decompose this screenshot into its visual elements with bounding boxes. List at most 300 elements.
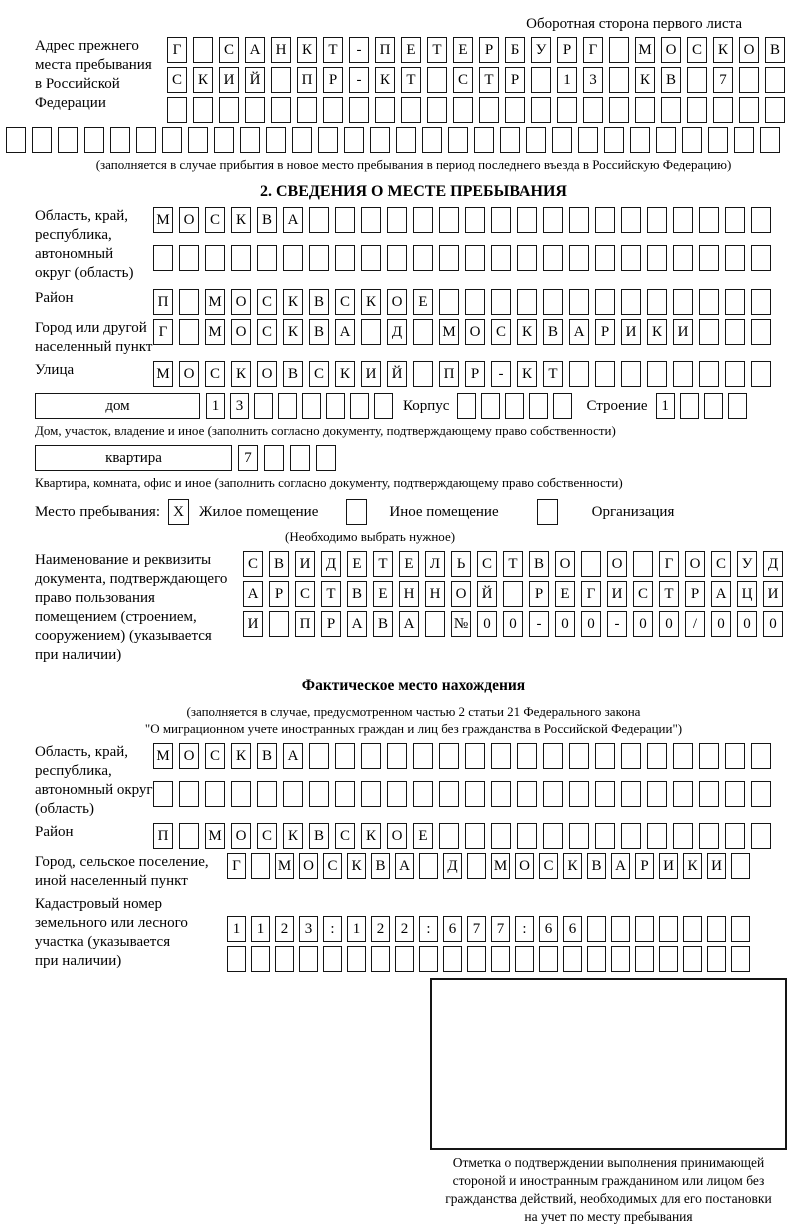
char-cell[interactable]: С [257, 823, 277, 849]
char-cell[interactable] [271, 97, 291, 123]
char-cell[interactable] [335, 781, 355, 807]
char-cell[interactable] [290, 445, 310, 471]
char-cell[interactable]: : [515, 916, 534, 942]
char-cell[interactable]: П [297, 67, 317, 93]
char-cell[interactable]: В [309, 289, 329, 315]
char-cell[interactable] [673, 289, 693, 315]
char-cell[interactable]: К [297, 37, 317, 63]
char-cell[interactable] [465, 245, 485, 271]
char-cell[interactable] [683, 916, 702, 942]
char-cell[interactable]: И [361, 361, 381, 387]
char-cell[interactable]: 2 [371, 916, 390, 942]
char-cell[interactable] [621, 743, 641, 769]
char-cell[interactable]: С [205, 743, 225, 769]
char-cell[interactable] [427, 97, 447, 123]
char-cell[interactable] [439, 289, 459, 315]
char-cell[interactable]: А [399, 611, 419, 637]
char-cell[interactable]: Н [271, 37, 291, 63]
char-cell[interactable]: М [153, 743, 173, 769]
char-cell[interactable]: В [257, 207, 277, 233]
char-cell[interactable] [739, 67, 759, 93]
char-cell[interactable]: О [739, 37, 759, 63]
char-cell[interactable]: В [371, 853, 390, 879]
char-cell[interactable]: К [231, 207, 251, 233]
char-cell[interactable] [595, 289, 615, 315]
char-cell[interactable] [375, 97, 395, 123]
char-cell[interactable]: : [323, 916, 342, 942]
char-cell[interactable]: О [231, 289, 251, 315]
char-cell[interactable]: 6 [539, 916, 558, 942]
char-cell[interactable]: Р [321, 611, 341, 637]
char-cell[interactable]: С [539, 853, 558, 879]
char-cell[interactable]: О [299, 853, 318, 879]
char-cell[interactable]: С [477, 551, 497, 577]
char-cell[interactable]: 0 [477, 611, 497, 637]
char-cell[interactable]: Е [347, 551, 367, 577]
char-cell[interactable] [543, 823, 563, 849]
char-cell[interactable] [205, 245, 225, 271]
char-cell[interactable] [179, 823, 199, 849]
char-cell[interactable]: Т [321, 581, 341, 607]
char-cell[interactable]: Е [401, 37, 421, 63]
char-cell[interactable]: 1 [557, 67, 577, 93]
char-cell[interactable] [275, 946, 294, 972]
checkbox-inoe[interactable] [346, 499, 367, 525]
char-cell[interactable] [517, 823, 537, 849]
char-cell[interactable] [725, 361, 745, 387]
char-cell[interactable] [387, 781, 407, 807]
char-cell[interactable] [673, 823, 693, 849]
char-cell[interactable] [751, 743, 771, 769]
char-cell[interactable]: Г [167, 37, 187, 63]
char-cell[interactable] [609, 67, 629, 93]
char-cell[interactable] [529, 393, 548, 419]
char-cell[interactable] [569, 361, 589, 387]
char-cell[interactable]: О [685, 551, 705, 577]
char-cell[interactable]: - [491, 361, 511, 387]
char-cell[interactable] [543, 207, 563, 233]
char-cell[interactable]: К [283, 823, 303, 849]
char-cell[interactable]: К [517, 319, 537, 345]
char-cell[interactable]: 3 [299, 916, 318, 942]
char-cell[interactable]: С [323, 853, 342, 879]
char-cell[interactable]: У [737, 551, 757, 577]
char-cell[interactable] [682, 127, 702, 153]
char-cell[interactable] [465, 823, 485, 849]
char-cell[interactable] [725, 743, 745, 769]
char-cell[interactable]: 7 [491, 916, 510, 942]
char-cell[interactable] [427, 67, 447, 93]
char-cell[interactable] [587, 916, 606, 942]
char-cell[interactable] [299, 946, 318, 972]
char-cell[interactable] [395, 946, 414, 972]
char-cell[interactable]: Т [503, 551, 523, 577]
char-cell[interactable]: Т [373, 551, 393, 577]
char-cell[interactable]: И [219, 67, 239, 93]
char-cell[interactable] [569, 289, 589, 315]
char-cell[interactable]: О [661, 37, 681, 63]
char-cell[interactable]: У [531, 37, 551, 63]
char-cell[interactable] [387, 245, 407, 271]
char-cell[interactable] [439, 245, 459, 271]
char-cell[interactable]: Е [399, 551, 419, 577]
char-cell[interactable] [765, 67, 785, 93]
char-cell[interactable] [251, 853, 270, 879]
char-cell[interactable]: К [361, 823, 381, 849]
char-cell[interactable]: Б [505, 37, 525, 63]
char-cell[interactable] [543, 743, 563, 769]
char-cell[interactable]: И [673, 319, 693, 345]
char-cell[interactable]: Е [555, 581, 575, 607]
char-cell[interactable] [699, 289, 719, 315]
char-cell[interactable]: К [231, 743, 251, 769]
char-cell[interactable]: Л [425, 551, 445, 577]
char-cell[interactable] [725, 289, 745, 315]
char-cell[interactable] [739, 97, 759, 123]
char-cell[interactable]: Й [387, 361, 407, 387]
char-cell[interactable] [465, 207, 485, 233]
char-cell[interactable] [419, 853, 438, 879]
char-cell[interactable]: В [347, 581, 367, 607]
char-cell[interactable] [609, 97, 629, 123]
char-cell[interactable] [503, 581, 523, 607]
char-cell[interactable] [635, 916, 654, 942]
char-cell[interactable] [557, 97, 577, 123]
char-cell[interactable]: А [569, 319, 589, 345]
char-cell[interactable] [214, 127, 234, 153]
char-cell[interactable] [647, 743, 667, 769]
char-cell[interactable] [439, 743, 459, 769]
char-cell[interactable] [734, 127, 754, 153]
checkbox-zhiloe[interactable]: X [168, 499, 189, 525]
char-cell[interactable]: 1 [251, 916, 270, 942]
char-cell[interactable]: В [529, 551, 549, 577]
char-cell[interactable] [553, 393, 572, 419]
char-cell[interactable] [370, 127, 390, 153]
char-cell[interactable]: М [153, 207, 173, 233]
char-cell[interactable]: 1 [347, 916, 366, 942]
char-cell[interactable] [543, 781, 563, 807]
char-cell[interactable]: Р [269, 581, 289, 607]
char-cell[interactable] [448, 127, 468, 153]
char-cell[interactable]: 2 [275, 916, 294, 942]
char-cell[interactable]: Р [529, 581, 549, 607]
char-cell[interactable]: 6 [563, 916, 582, 942]
char-cell[interactable] [633, 551, 653, 577]
char-cell[interactable] [505, 393, 524, 419]
char-cell[interactable] [413, 781, 433, 807]
char-cell[interactable]: С [335, 823, 355, 849]
char-cell[interactable] [699, 823, 719, 849]
char-cell[interactable] [621, 245, 641, 271]
char-cell[interactable] [611, 946, 630, 972]
char-cell[interactable]: 1 [656, 393, 675, 419]
char-cell[interactable]: П [295, 611, 315, 637]
char-cell[interactable] [543, 289, 563, 315]
char-cell[interactable]: К [193, 67, 213, 93]
char-cell[interactable] [350, 393, 369, 419]
char-cell[interactable] [269, 611, 289, 637]
char-cell[interactable]: А [243, 581, 263, 607]
char-cell[interactable] [621, 361, 641, 387]
char-cell[interactable] [361, 319, 381, 345]
char-cell[interactable]: А [283, 743, 303, 769]
char-cell[interactable]: М [153, 361, 173, 387]
char-cell[interactable] [604, 127, 624, 153]
char-cell[interactable] [240, 127, 260, 153]
char-cell[interactable] [465, 781, 485, 807]
char-cell[interactable] [309, 743, 329, 769]
char-cell[interactable]: Т [659, 581, 679, 607]
char-cell[interactable]: В [543, 319, 563, 345]
house-type-box[interactable]: дом [35, 393, 200, 419]
char-cell[interactable] [193, 97, 213, 123]
char-cell[interactable] [673, 743, 693, 769]
char-cell[interactable] [731, 946, 750, 972]
char-cell[interactable] [517, 743, 537, 769]
char-cell[interactable]: - [349, 67, 369, 93]
char-cell[interactable] [361, 781, 381, 807]
char-cell[interactable] [439, 207, 459, 233]
char-cell[interactable] [725, 319, 745, 345]
char-cell[interactable] [713, 97, 733, 123]
char-cell[interactable] [708, 127, 728, 153]
char-cell[interactable] [309, 781, 329, 807]
char-cell[interactable] [283, 781, 303, 807]
char-cell[interactable] [387, 743, 407, 769]
char-cell[interactable]: Й [245, 67, 265, 93]
char-cell[interactable] [699, 319, 719, 345]
char-cell[interactable]: А [395, 853, 414, 879]
char-cell[interactable] [153, 245, 173, 271]
char-cell[interactable]: И [707, 853, 726, 879]
char-cell[interactable]: 3 [583, 67, 603, 93]
char-cell[interactable] [630, 127, 650, 153]
char-cell[interactable]: И [607, 581, 627, 607]
char-cell[interactable]: - [607, 611, 627, 637]
char-cell[interactable]: К [563, 853, 582, 879]
char-cell[interactable] [656, 127, 676, 153]
char-cell[interactable]: Р [465, 361, 485, 387]
char-cell[interactable] [227, 946, 246, 972]
char-cell[interactable]: П [375, 37, 395, 63]
char-cell[interactable] [765, 97, 785, 123]
char-cell[interactable]: О [555, 551, 575, 577]
char-cell[interactable] [302, 393, 321, 419]
char-cell[interactable]: В [661, 67, 681, 93]
char-cell[interactable] [595, 823, 615, 849]
char-cell[interactable]: 0 [763, 611, 783, 637]
char-cell[interactable]: С [219, 37, 239, 63]
char-cell[interactable] [467, 853, 486, 879]
char-cell[interactable]: Р [479, 37, 499, 63]
char-cell[interactable] [491, 946, 510, 972]
char-cell[interactable] [687, 67, 707, 93]
char-cell[interactable] [707, 916, 726, 942]
char-cell[interactable]: И [243, 611, 263, 637]
char-cell[interactable] [297, 97, 317, 123]
char-cell[interactable] [162, 127, 182, 153]
char-cell[interactable]: Г [227, 853, 246, 879]
char-cell[interactable]: С [309, 361, 329, 387]
char-cell[interactable] [699, 781, 719, 807]
char-cell[interactable]: С [243, 551, 263, 577]
char-cell[interactable]: Е [413, 289, 433, 315]
char-cell[interactable]: В [269, 551, 289, 577]
char-cell[interactable] [699, 361, 719, 387]
char-cell[interactable]: В [587, 853, 606, 879]
char-cell[interactable] [647, 245, 667, 271]
char-cell[interactable] [422, 127, 442, 153]
char-cell[interactable] [595, 245, 615, 271]
char-cell[interactable] [647, 289, 667, 315]
char-cell[interactable] [635, 946, 654, 972]
char-cell[interactable] [517, 207, 537, 233]
char-cell[interactable] [731, 916, 750, 942]
char-cell[interactable] [725, 823, 745, 849]
char-cell[interactable]: В [373, 611, 393, 637]
char-cell[interactable] [32, 127, 52, 153]
char-cell[interactable]: А [335, 319, 355, 345]
char-cell[interactable] [349, 97, 369, 123]
char-cell[interactable]: Р [323, 67, 343, 93]
char-cell[interactable]: С [205, 361, 225, 387]
char-cell[interactable]: О [179, 207, 199, 233]
char-cell[interactable]: 7 [238, 445, 258, 471]
char-cell[interactable] [659, 946, 678, 972]
char-cell[interactable] [595, 781, 615, 807]
char-cell[interactable]: С [453, 67, 473, 93]
char-cell[interactable]: С [205, 207, 225, 233]
char-cell[interactable]: П [153, 289, 173, 315]
char-cell[interactable] [205, 781, 225, 807]
char-cell[interactable]: Т [427, 37, 447, 63]
char-cell[interactable]: В [283, 361, 303, 387]
char-cell[interactable] [374, 393, 393, 419]
char-cell[interactable] [491, 207, 511, 233]
char-cell[interactable] [335, 245, 355, 271]
char-cell[interactable] [479, 97, 499, 123]
char-cell[interactable] [153, 781, 173, 807]
char-cell[interactable] [751, 245, 771, 271]
char-cell[interactable] [751, 207, 771, 233]
char-cell[interactable] [6, 127, 26, 153]
char-cell[interactable] [491, 781, 511, 807]
char-cell[interactable] [278, 393, 297, 419]
char-cell[interactable] [491, 289, 511, 315]
char-cell[interactable] [704, 393, 723, 419]
char-cell[interactable]: К [647, 319, 667, 345]
char-cell[interactable] [465, 289, 485, 315]
char-cell[interactable] [699, 207, 719, 233]
char-cell[interactable]: О [231, 823, 251, 849]
char-cell[interactable] [687, 97, 707, 123]
char-cell[interactable]: Г [583, 37, 603, 63]
char-cell[interactable] [661, 97, 681, 123]
char-cell[interactable] [673, 207, 693, 233]
char-cell[interactable]: № [451, 611, 471, 637]
char-cell[interactable] [257, 245, 277, 271]
char-cell[interactable] [58, 127, 78, 153]
char-cell[interactable] [500, 127, 520, 153]
char-cell[interactable]: О [465, 319, 485, 345]
char-cell[interactable] [673, 781, 693, 807]
char-cell[interactable] [526, 127, 546, 153]
char-cell[interactable] [491, 245, 511, 271]
char-cell[interactable] [581, 551, 601, 577]
char-cell[interactable] [611, 916, 630, 942]
apartment-type-box[interactable]: квартира [35, 445, 232, 471]
char-cell[interactable] [271, 67, 291, 93]
char-cell[interactable]: О [179, 743, 199, 769]
char-cell[interactable]: М [205, 289, 225, 315]
char-cell[interactable] [231, 781, 251, 807]
char-cell[interactable]: С [257, 289, 277, 315]
char-cell[interactable]: Е [453, 37, 473, 63]
char-cell[interactable] [728, 393, 747, 419]
char-cell[interactable]: Е [413, 823, 433, 849]
char-cell[interactable]: К [361, 289, 381, 315]
char-cell[interactable]: М [205, 319, 225, 345]
char-cell[interactable] [467, 946, 486, 972]
char-cell[interactable]: К [231, 361, 251, 387]
char-cell[interactable]: : [419, 916, 438, 942]
char-cell[interactable]: А [711, 581, 731, 607]
char-cell[interactable]: О [451, 581, 471, 607]
char-cell[interactable] [531, 67, 551, 93]
char-cell[interactable] [481, 393, 500, 419]
char-cell[interactable] [361, 743, 381, 769]
char-cell[interactable]: О [387, 289, 407, 315]
char-cell[interactable]: Д [443, 853, 462, 879]
char-cell[interactable]: 7 [467, 916, 486, 942]
char-cell[interactable]: А [347, 611, 367, 637]
char-cell[interactable]: 0 [711, 611, 731, 637]
char-cell[interactable]: Т [323, 37, 343, 63]
char-cell[interactable] [647, 361, 667, 387]
char-cell[interactable]: К [517, 361, 537, 387]
char-cell[interactable] [110, 127, 130, 153]
char-cell[interactable]: Т [401, 67, 421, 93]
char-cell[interactable] [361, 207, 381, 233]
char-cell[interactable]: 6 [443, 916, 462, 942]
char-cell[interactable]: И [659, 853, 678, 879]
char-cell[interactable] [188, 127, 208, 153]
char-cell[interactable] [193, 37, 213, 63]
char-cell[interactable] [751, 361, 771, 387]
char-cell[interactable] [699, 245, 719, 271]
char-cell[interactable] [439, 781, 459, 807]
char-cell[interactable]: Д [763, 551, 783, 577]
char-cell[interactable] [569, 207, 589, 233]
char-cell[interactable]: 1 [227, 916, 246, 942]
char-cell[interactable] [419, 946, 438, 972]
char-cell[interactable] [517, 289, 537, 315]
char-cell[interactable] [751, 289, 771, 315]
char-cell[interactable]: Й [477, 581, 497, 607]
char-cell[interactable] [517, 245, 537, 271]
char-cell[interactable] [543, 245, 563, 271]
char-cell[interactable] [515, 946, 534, 972]
char-cell[interactable] [344, 127, 364, 153]
char-cell[interactable] [621, 823, 641, 849]
char-cell[interactable] [264, 445, 284, 471]
char-cell[interactable] [425, 611, 445, 637]
char-cell[interactable]: М [275, 853, 294, 879]
char-cell[interactable] [595, 743, 615, 769]
char-cell[interactable] [439, 823, 459, 849]
char-cell[interactable]: К [683, 853, 702, 879]
